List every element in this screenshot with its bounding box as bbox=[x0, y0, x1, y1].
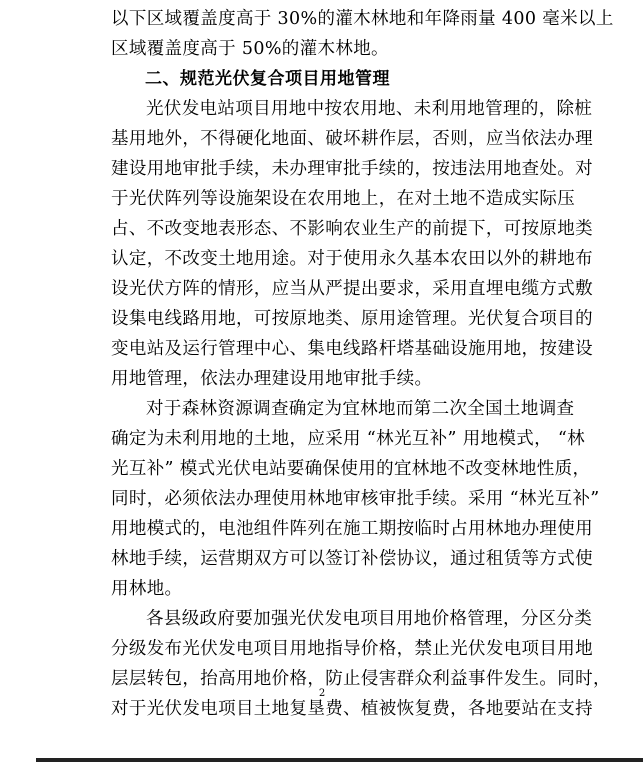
text-line-19: 林地手续，运营期双方可以签订补偿协议，通过租赁等方式使 bbox=[111, 549, 593, 569]
text-line-5: 基用地外，不得硬化地面、破坏耕作层，否则，应当依法办理 bbox=[111, 129, 593, 149]
text-line-7: 于光伏阵列等设施架设在农用地上，在对土地不造成实际压 bbox=[111, 189, 576, 209]
text-line-1: 以下区域覆盖度高于 30%的灌木林地和年降雨量 400 毫米以上 bbox=[111, 9, 614, 29]
text-line-2: 区域覆盖度高于 50%的灌木林地。 bbox=[111, 39, 389, 59]
text-line-23: 层层转包，抬高用地价格，防止侵害群众利益事件发生。同时， bbox=[111, 669, 611, 689]
page-number: 2 bbox=[318, 688, 326, 699]
text-line-18: 用地模式的，电池组件阵列在施工期按临时占用林地办理使用 bbox=[111, 519, 593, 539]
text-line-8: 占、不改变地表形态、不影响农业生产的前提下，可按原地类 bbox=[111, 219, 593, 239]
text-line-4: 光伏发电站项目用地中按农用地、未利用地管理的，除桩 bbox=[146, 99, 593, 119]
text-line-9: 认定，不改变土地用途。对于使用永久基本农田以外的耕地布 bbox=[111, 249, 593, 269]
text-line-12: 变电站及运行管理中心、集电线路杆塔基础设施用地，按建设 bbox=[111, 339, 593, 359]
text-line-14: 对于森林资源调查确定为宜林地而第二次全国土地调查 bbox=[146, 399, 575, 419]
text-line-17: 同时，必须依法办理使用林地审核审批手续。采用 “林光互补” bbox=[111, 489, 600, 509]
text-line-21: 各县级政府要加强光伏发电项目用地价格管理，分区分类 bbox=[146, 609, 593, 629]
text-line-11: 设集电线路用地，可按原地类、原用途管理。光伏复合项目的 bbox=[111, 309, 593, 329]
text-line-15: 确定为未利用地的土地，应采用 “林光互补” 用地模式， “林 bbox=[111, 429, 586, 449]
text-line-22: 分级发布光伏发电项目用地指导价格，禁止光伏发电项目用地 bbox=[111, 639, 593, 659]
section-heading: 二、规范光伏复合项目用地管理 bbox=[145, 69, 390, 89]
page-bottom-divider bbox=[36, 758, 643, 762]
text-line-16: 光互补” 模式光伏电站要确保使用的宜林地不改变林地性质， bbox=[111, 459, 591, 479]
text-line-24: 对于光伏发电项目土地复垦费、植被恢复费，各地要站在支持 bbox=[111, 699, 593, 719]
text-line-13: 用地管理，依法办理建设用地审批手续。 bbox=[111, 369, 433, 389]
text-line-10: 设光伏方阵的情形，应当从严提出要求，采用直埋电缆方式敷 bbox=[111, 279, 593, 299]
text-line-6: 建设用地审批手续，未办理审批手续的，按违法用地查处。对 bbox=[111, 159, 593, 179]
text-line-20: 用林地。 bbox=[111, 579, 183, 599]
